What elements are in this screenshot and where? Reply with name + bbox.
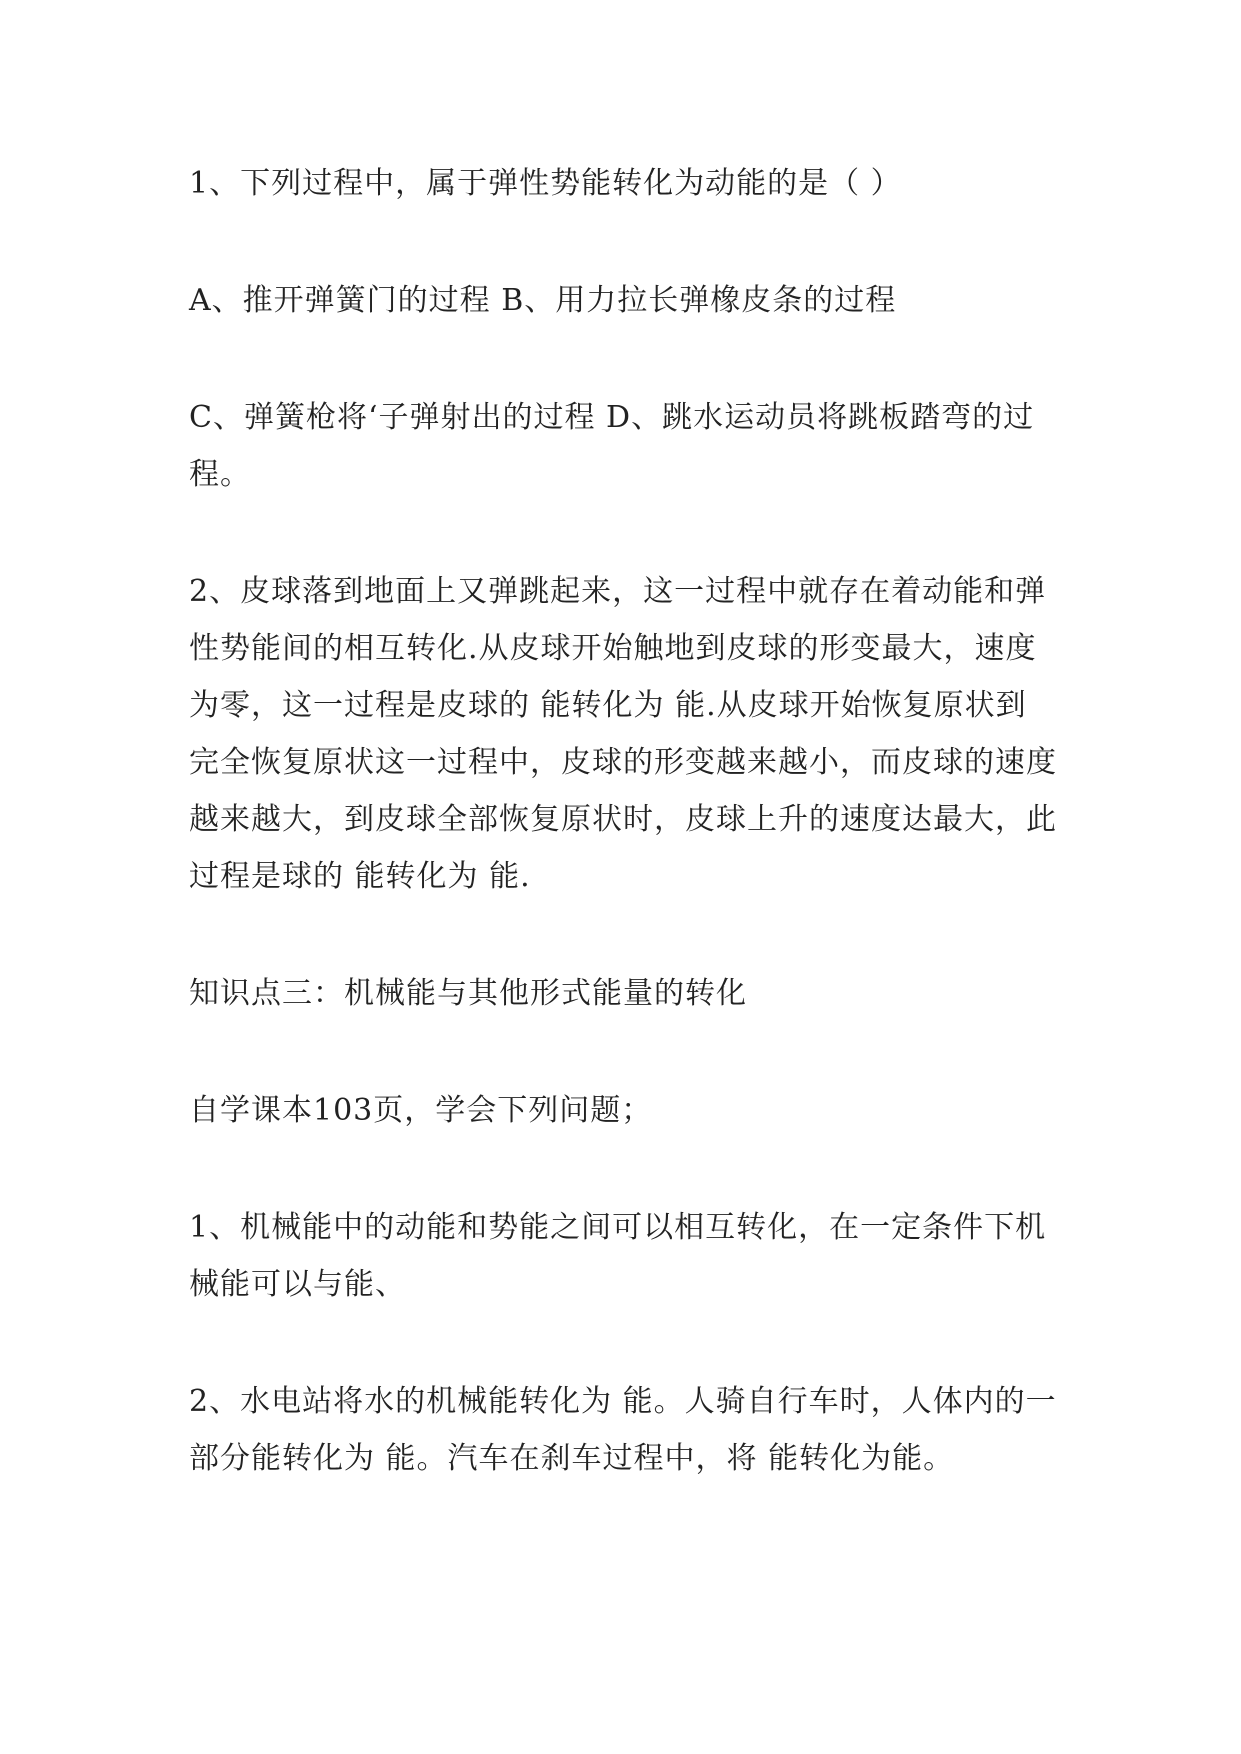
self-study-question-2: 2、水电站将水的机械能转化为 能。人骑自行车时，人体内的一部分能转化为 能。汽车在刹车过程中，将 能转化为能。 (189, 1384, 1057, 1476)
question-1-prompt: 1、下列过程中，属于弹性势能转化为动能的是（ ） (189, 166, 902, 201)
section-heading: 知识点三：机械能与其他形式能量的转化 (189, 976, 747, 1011)
self-study-question-1: 1、机械能中的动能和势能之间可以相互转化，在一定条件下机械能可以与能、 (189, 1210, 1047, 1302)
question-2-text: 2、皮球落到地面上又弹跳起来，这一过程中就存在着动能和弹性势能间的相互转化.从皮球开始触地到皮球的形变最大，速度为零，这一过程是皮球的 能转化为 能.从皮球开始恢复原状到完全恢复原状这一过程中，皮球的形变越来越小，而皮球的速度越来越大，到皮球全部恢复原状时，皮球上升的速度达最大，此过程是球的 能转化为 能. (189, 574, 1057, 894)
document-body (189, 155, 1057, 1487)
self-study-instruction: 自学课本103页，学会下列问题； (189, 1093, 653, 1128)
question-1-options-ab: A、推开弹簧门的过程 B、用力拉长弹橡皮条的过程 (189, 283, 897, 318)
question-1-options-cd: C、弹簧枪将‘子弹射出的过程 D、跳水运动员将跳板踏弯的过程。 (189, 400, 1035, 492)
